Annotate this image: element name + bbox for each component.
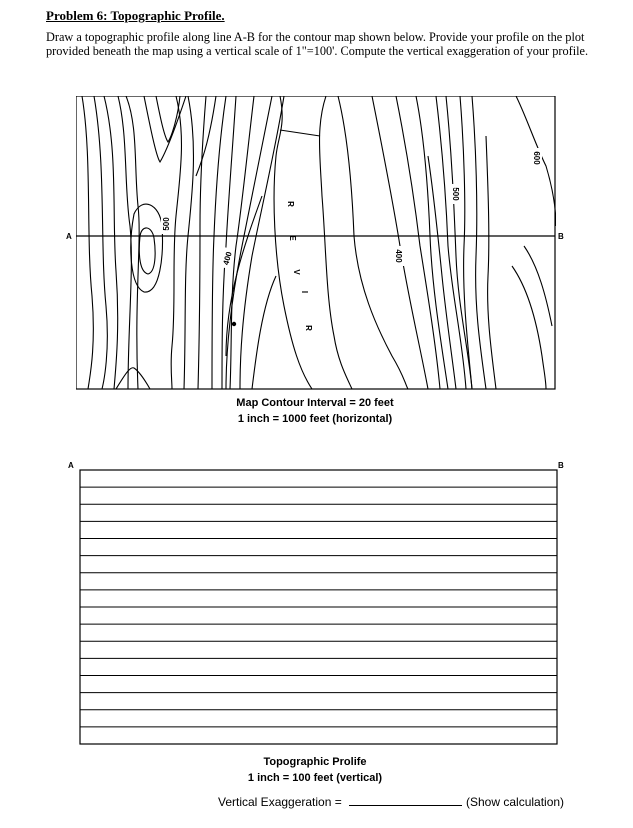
contour-map <box>76 96 556 390</box>
profile-caption-title: Topographic Prolife <box>263 756 367 768</box>
map-point-b: B <box>558 232 564 241</box>
map-point-a: A <box>66 232 72 241</box>
vertical-exaggeration-blank[interactable] <box>349 795 462 806</box>
profile-point-a: A <box>68 461 74 470</box>
river-letter-2: I <box>300 290 309 294</box>
profile-grid[interactable] <box>60 456 580 746</box>
map-caption-scale: 1 inch = 1000 feet (horizontal) <box>237 413 393 425</box>
contour-label-500-right: 500 <box>451 187 460 201</box>
problem-title: Problem 6: Topographic Profile. <box>46 8 225 23</box>
profile-point-b: B <box>558 461 564 470</box>
vertical-exaggeration-row <box>218 795 466 809</box>
vertical-exaggeration-label: Vertical Exaggeration = <box>218 795 342 809</box>
contour-label-400-right: 400 <box>394 249 403 263</box>
river-letter-3: V <box>292 269 301 275</box>
contour-label-600: 600 <box>532 151 541 165</box>
river-letter-1: R <box>304 325 313 331</box>
contour-label-400-left: 400 <box>221 250 234 266</box>
profile-caption-scale: 1 inch = 100 feet (vertical) <box>247 772 383 784</box>
river-letter-5: R <box>286 201 295 207</box>
contour-label-500-left: 500 <box>162 217 171 231</box>
map-caption-interval: Map Contour Interval = 20 feet <box>236 397 394 409</box>
show-calculation-note: (Show calculation) <box>466 795 565 809</box>
river-letter-4: E <box>288 235 297 241</box>
problem-instructions: Draw a topographic profile along line A-B for the contour map shown below. Provide your profile on the plot provided beneath the map using a vertical scale of 1"=100'. Compute the vertical exaggeration of your profile. <box>46 30 589 58</box>
